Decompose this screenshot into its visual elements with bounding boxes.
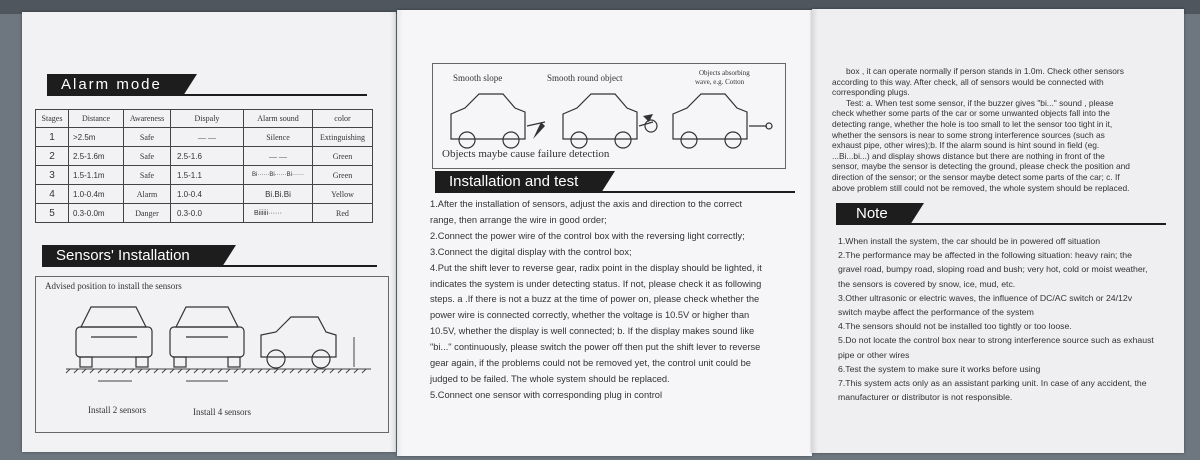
failure-detection-box	[432, 63, 786, 169]
table-cell: Safe	[124, 166, 171, 185]
table-cell: Bi.Bi.Bi	[244, 185, 313, 204]
table-cell: 1.0-0.4	[171, 185, 244, 204]
table-header: Distance	[69, 110, 124, 128]
text-line: 5.Do not locate the control box near to strong interference source such as exhaust	[838, 335, 1154, 346]
table-cell: 4	[36, 185, 69, 204]
table-cell: 2.5-1.6	[171, 147, 244, 166]
text-line: 3.Connect the digital display with the control box;	[430, 246, 632, 257]
table-cell: Green	[313, 166, 373, 185]
table-header: color	[313, 110, 373, 128]
note-title: Note	[856, 205, 888, 222]
installation-continued-text	[832, 66, 1130, 193]
text-line: according to this way. After check, all of sensors would be connected with	[832, 76, 1104, 87]
sensors-installation-title: Sensors' Installation	[56, 247, 190, 264]
text-line: 3.Other ultrasonic or electric waves, the influence of DC/AC switch or 24/12v	[838, 292, 1133, 303]
table-cell: 0.3-0.0m	[69, 204, 124, 223]
table-cell: Biiiiii······	[244, 204, 313, 223]
text-line: 2.Connect the power wire of the control box with the reversing light correctly;	[430, 230, 745, 241]
text-line: check whether some parts of the car or some unwanted objects fall into the	[832, 108, 1110, 119]
table-cell: Bi······Bi······Bi······	[244, 166, 313, 185]
text-line: manufacturer or distributor is not responsible.	[838, 392, 1013, 403]
text-line: switch maybe affect the performance of the system	[838, 307, 1034, 318]
table-row	[36, 166, 373, 185]
text-line: ...Bi...bi...) and display shows distance but there are nothing in front of the	[832, 150, 1105, 161]
text-line: 1.After the installation of sensors, adjust the axis and direction to the correct	[430, 199, 743, 209]
table-cell: Safe	[124, 147, 171, 166]
text-line: 6.Test the system to make sure it works before using	[838, 363, 1041, 374]
sensors-installation-heading	[42, 245, 377, 267]
table-header-row	[36, 110, 373, 128]
text-line: direction of the sensor; or the sensor maybe detect some parts of the car; c. If	[832, 171, 1120, 182]
table-cell: Red	[313, 204, 373, 223]
text-line: the sensors is covered by snow, ice, mud, etc.	[838, 278, 1016, 289]
table-cell: Extinguishing	[313, 128, 373, 147]
text-line: exhaust pipe, other wires);b. If the alarm sound is hint sound in field (eg.	[832, 140, 1100, 151]
table-cell: 1.5-1.1m	[69, 166, 124, 185]
text-line: indicates the system is under detecting status. If not, please check it as following	[430, 278, 762, 289]
text-line: box , it can operate normally if person stands in 1.0m. Check other sensors	[846, 66, 1124, 76]
install-4-sensors-label: Install 4 sensors	[193, 407, 251, 417]
table-row	[36, 185, 373, 204]
table-header: Dispaly	[171, 110, 244, 128]
table-cell: 1.0-0.4m	[69, 185, 124, 204]
alarm-mode-table	[35, 109, 373, 223]
install-2-sensors-label: Install 2 sensors	[88, 405, 146, 415]
table-cell: >2.5m	[69, 128, 124, 147]
leaflet-panel-right	[812, 9, 1184, 453]
text-line: 4.The sensors should not be installed too tightly or too loose.	[838, 321, 1072, 332]
table-header: Awareness	[124, 110, 171, 128]
objects-absorbing-label: Objects absorbing	[699, 69, 750, 77]
installation-heading	[435, 171, 795, 193]
table-cell: Danger	[124, 204, 171, 223]
text-line: 7.This system acts only as an assistant parking unit. In case of any accident, the	[838, 378, 1147, 389]
table-cell: 2	[36, 147, 69, 166]
sensor-diagram-box	[35, 276, 389, 433]
wave-cotton-label: wave, e.g. Cotton	[695, 78, 745, 86]
text-line: sensor, maybe the sensor is detecting the ground, please check the position and	[832, 161, 1130, 172]
leaflet-panel-middle	[397, 10, 812, 456]
text-line: 1.When install the system, the car should be in powered off situation	[838, 236, 1101, 246]
smooth-round-object-label: Smooth round object	[547, 73, 623, 83]
text-line: 2.The performance may be affected in the following situation: heavy rain; the	[838, 250, 1132, 261]
table-cell: 3	[36, 166, 69, 185]
fold-shadow	[390, 12, 396, 452]
table-cell: Green	[313, 147, 373, 166]
table-row	[36, 147, 373, 166]
installation-text	[430, 197, 762, 404]
table-cell: 1.5-1.1	[171, 166, 244, 185]
smooth-slope-label: Smooth slope	[453, 73, 503, 83]
text-line: whether the sensors is near to some strong interference sources (such as	[832, 129, 1105, 140]
text-line: gear again, if the problems could not be removed yet, the control unit could be	[430, 358, 751, 369]
alarm-mode-heading	[47, 74, 367, 96]
table-cell: 1	[36, 128, 69, 147]
text-line: gravel road, bumpy road, sloping road and bush; very hot, cold or moist weather,	[838, 264, 1148, 275]
text-line: corresponding plugs.	[832, 87, 910, 98]
table-cell: — —	[171, 128, 244, 147]
alarm-mode-title: Alarm mode	[61, 76, 162, 93]
table-cell: 2.5-1.6m	[69, 147, 124, 166]
table-header: Alarm sound	[244, 110, 313, 128]
table-cell: Silence	[244, 128, 313, 147]
failure-caption: Objects maybe cause failure detection	[442, 148, 610, 160]
table-cell: 0.3-0.0	[171, 204, 244, 223]
text-line: 5.Connect one sensor with corresponding plug in control	[430, 389, 663, 400]
table-cell: Safe	[124, 128, 171, 147]
text-line: 10.5V, whether the display is well connected; b. If the display makes sound like	[430, 326, 755, 337]
table-header: Stages	[36, 110, 69, 128]
text-line: detecting range, whether the hole is too small to let the sensor too tight in it,	[832, 118, 1113, 129]
text-line: power wire is connected correctly, whether the voltage is 10.5V or higher than	[430, 310, 750, 321]
leaflet-panel-left	[22, 12, 396, 452]
text-line: "bi..." continuously, please switch the power off then put the shift lever to reverse	[430, 342, 761, 353]
table-cell: Alarm	[124, 185, 171, 204]
table-cell: Yellow	[313, 185, 373, 204]
text-line: judged to be failed. The whole system should be replaced.	[430, 373, 670, 384]
text-line: pipe or other wires	[838, 349, 910, 360]
advised-position-label: Advised position to install the sensors	[45, 281, 182, 291]
text-line: range, then arrange the wire in good order;	[430, 214, 607, 225]
note-heading	[836, 203, 1166, 225]
text-line: above problem still could not be removed, the whole system should be replaced.	[832, 182, 1130, 193]
table-cell: 5	[36, 204, 69, 223]
text-line: 4.Put the shift lever to reverse gear, radix point in the display should be lighted, it	[430, 262, 762, 273]
text-line: steps. a .If there is not a buzz at the time of power on, please check whether the	[430, 294, 760, 305]
installation-title: Installation and test	[449, 173, 579, 190]
note-text	[838, 234, 1154, 404]
text-line: Test: a. When test some sensor, if the buzzer gives "bi..." sound , please	[846, 97, 1114, 108]
table-row	[36, 128, 373, 147]
table-cell: — —	[244, 147, 313, 166]
fold-shadow	[812, 9, 818, 453]
table-row	[36, 204, 373, 223]
fold-shadow	[397, 10, 403, 456]
